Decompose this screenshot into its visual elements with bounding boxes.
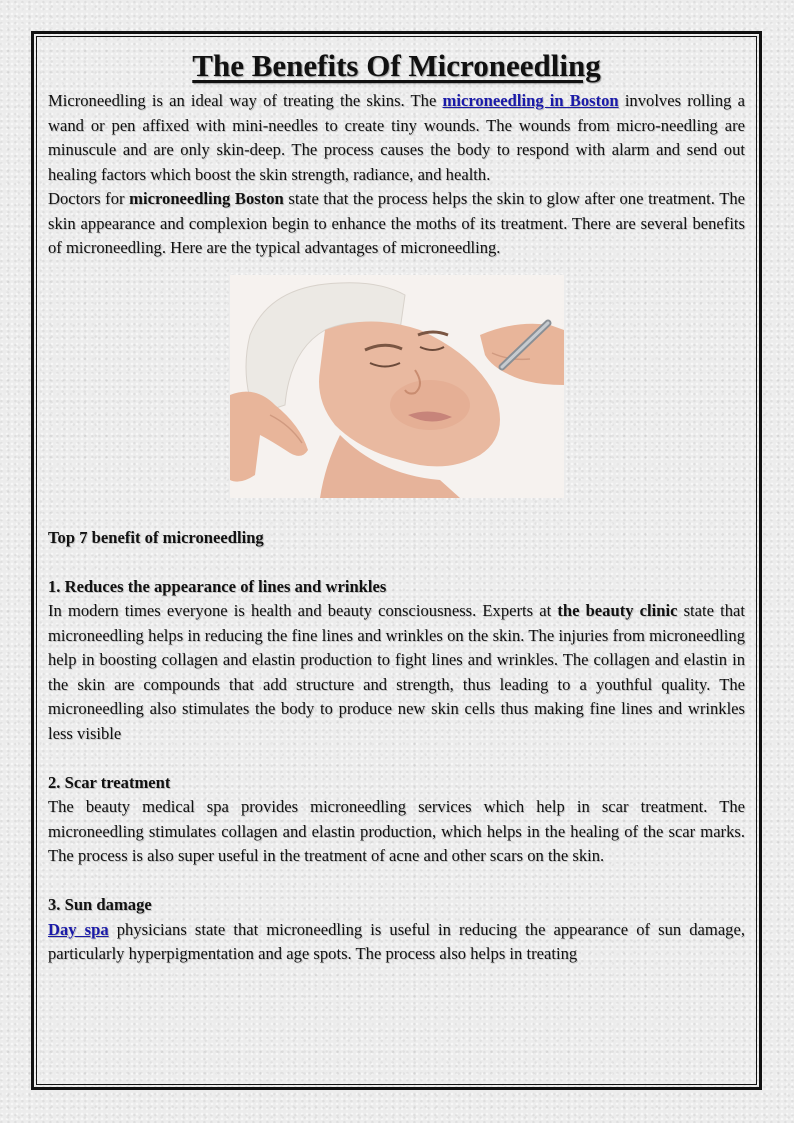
section-2-body: The beauty medical spa provides microneedling services which help in scar treatment. The microneedling stimulates collagen and elastin production, which helps in the healing of the scar marks. The process is also super useful in the treatment of acne and other scars on the skin. <box>48 797 745 865</box>
section-1-body <box>48 599 745 746</box>
day-spa-link[interactable]: Day spa <box>48 919 109 939</box>
intro-paragraph-1 <box>48 89 745 187</box>
intro-text-1b: involves rolling a wand or pen affixed with mini-needles to create tiny wounds. The wounds from micro-needling are minuscule and are only skin-deep. The process causes the body to respond with alarm and send out healing factors which boost the skin strength, radiance, and health. <box>48 91 745 184</box>
section-3-body <box>48 918 745 967</box>
section-3-text: physicians state that microneedling is useful in reducing the appearance of sun damage, particularly hyperpigmentation and age spots. The process also helps in treating <box>48 919 745 963</box>
section-1-text-b: state that microneedling helps in reducing the fine lines and wrinkles on the skin. The injuries from microneedling help in boosting collagen and elastin production to fight lines and wrinkles. The collagen and elastin in the skin are compounds that add structure and strength, thus leading to a youthful quality. The microneedling also stimulates the body to produce new skin cells thus making fine lines and wrinkles less visible <box>48 601 745 743</box>
microneedling-boston-link[interactable]: microneedling in Boston <box>442 91 619 110</box>
microneedling-treatment-photo-icon <box>230 275 564 498</box>
page-title: The Benefits Of Microneedling <box>192 48 601 83</box>
section-1-bold-term: the beauty clinic <box>557 601 678 620</box>
spacer <box>48 869 745 894</box>
section-3-heading: 3. Sun damage <box>48 895 152 914</box>
treatment-photo <box>230 275 564 498</box>
intro-text-1a: Microneedling is an ideal way of treating the skins. The <box>48 91 443 110</box>
intro-text-2b: state that the process helps the skin to glow after one treatment. The skin appearance and complexion begin to enhance the moths of its treatment. There are several benefits of microneedling. Here are the typical advantages of microneedling. <box>48 189 746 257</box>
section-2-heading: 2. Scar treatment <box>48 772 171 792</box>
spacer <box>48 550 745 575</box>
spacer <box>48 746 745 771</box>
list-heading: Top 7 benefit of microneedling <box>48 527 264 547</box>
intro-bold-term: microneedling Boston <box>129 189 284 208</box>
intro-text-2a: Doctors for <box>48 189 130 208</box>
section-1-text-a: In modern times everyone is health and beauty consciousness. Experts at <box>48 601 558 620</box>
section-1-heading: 1. Reduces the appearance of lines and wrinkles <box>48 576 387 596</box>
intro-paragraph-2 <box>48 187 745 261</box>
document-body <box>48 46 745 967</box>
